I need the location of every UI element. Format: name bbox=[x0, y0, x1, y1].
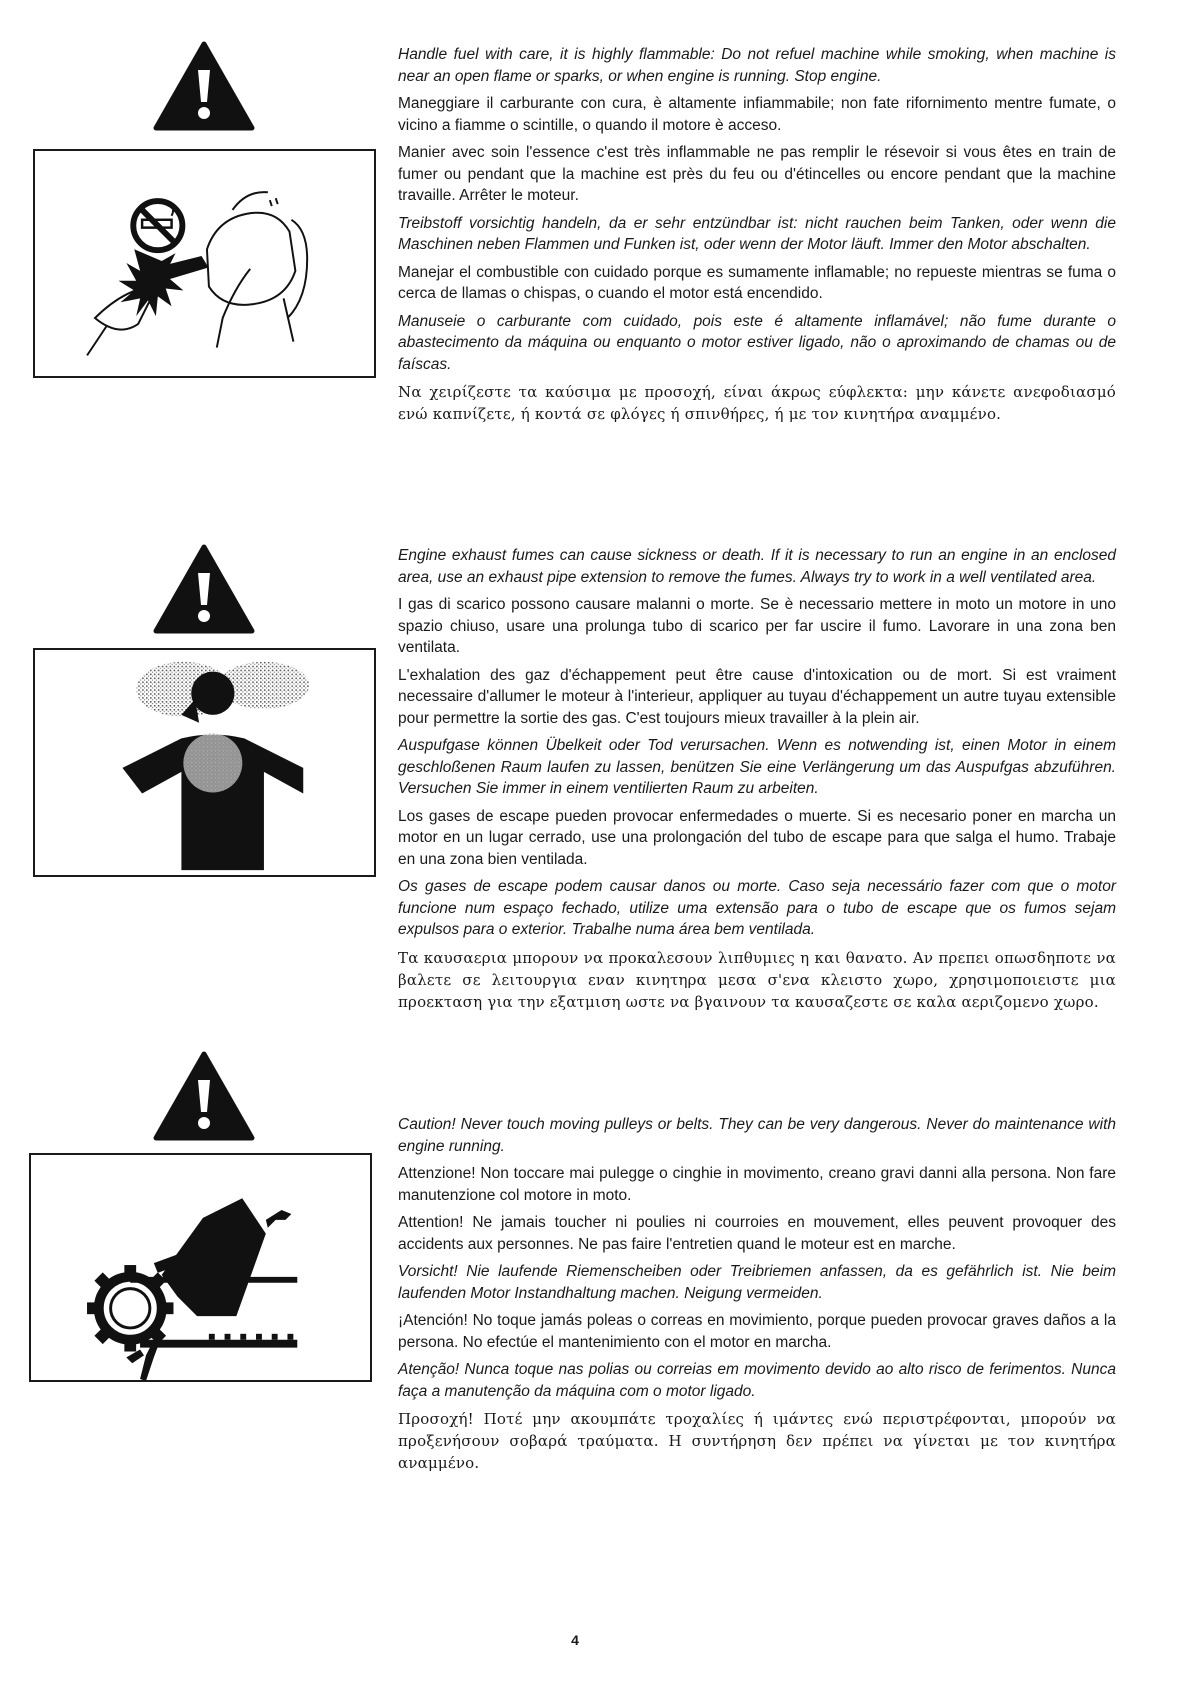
exhaust-warning-el: Τα καυσαερια μπορουν να προκαλεσουν λιπθυμιες η και θανατο. Αν πρεπει οπωσδηποτε να βαλετε σε λειτουργια εναν κινητηρα μεσα σ'ενα κλειστο χωρο, χρησιμοποιειστε μια προεκταση για την εξατμιση ωστε να βγαινουν τα καυσαζεστε σε καλα αεριζομενο χωρο. bbox=[398, 948, 1116, 1011]
belt-warning-pt: Atenção! Nunca toque nas polias ou correias em movimento devido ao alto risco de ferimentos. Nunca faça a manutenção da máquina com o motor ligado. bbox=[398, 1361, 1116, 1400]
page-number: 4 bbox=[571, 1632, 579, 1648]
exhaust-warning-de: Auspufgase können Übelkeit oder Tod verursachen. Wenn es notwending ist, einen Motor in einem geschloßenen Raum laufen zu lassen, benützen Sie eine Verlängerung um das Auspufgas abzuführen. Versuchen Sie immer in einem ventilierten Raum zu arbeiten. bbox=[398, 737, 1116, 797]
fuel-warning-it: Maneggiare il carburante con cura, è altamente infiammabile; non fate rifornimento mentre fumate, o vicino a fiamme o scintille, o quando il motore è acceso. bbox=[398, 95, 1116, 134]
belt-warning-de: Vorsicht! Nie laufende Riemenscheiben oder Treibriemen anfassen, da es gefährlich ist. Nie beim laufenden Motor Instandhaltung machen. Neigung vermeiden. bbox=[398, 1263, 1116, 1302]
moving-belt-illustration bbox=[29, 1153, 372, 1382]
belt-warning-en: Caution! Never touch moving pulleys or belts. They can be very dangerous. Never do maintenance with engine running. bbox=[398, 1116, 1116, 1155]
warning-triangle-icon bbox=[152, 543, 256, 635]
exhaust-warning-en: Engine exhaust fumes can cause sickness or death. If it is necessary to run an engine in an enclosed area, use an exhaust pipe extension to remove the fumes. Always try to work in a well ventilated area. bbox=[398, 547, 1116, 586]
exhaust-warning-it: I gas di scarico possono causare malanni o morte. Se è necessario mettere in moto un motore in uno spazio chiuso, usare una prolunga tubo di scarico per far uscire il fumo. Lavorare in una zona ben ventilata. bbox=[398, 596, 1116, 656]
refuel-hazard-illustration bbox=[33, 149, 376, 378]
exhaust-warning-text bbox=[398, 545, 1116, 1019]
belt-warning-el: Προσοχή! Ποτέ μην ακουμπάτε τροχαλίες ή ιμάντες ενώ περιστρέφονται, μπορούν να προξενήσουν σοβαρά τραύματα. Η συντήρηση δεν πρέπει να γίνεται με τον κινητήρα αναμμένο. bbox=[398, 1410, 1116, 1472]
exhaust-fumes-illustration bbox=[33, 648, 376, 877]
no-smoking-icon bbox=[133, 201, 182, 250]
belt-warning-text bbox=[398, 1114, 1116, 1480]
exhaust-warning-fr: L'exhalation des gaz d'échappement peut être cause d'intoxication ou de mort. Si est vraiment necessaire d'allumer le moteur à l'interieur, appliquer au tuyau d'échappement un autre tuyau extensible pour permettre la sortie des gas. C'est toujours mieux travailler à la plein air. bbox=[398, 666, 1116, 727]
fuel-warning-text bbox=[398, 44, 1116, 431]
warning-triangle-icon bbox=[152, 40, 256, 132]
fuel-warning-es: Manejar el combustible con cuidado porque es sumamente inflamable; no repueste mientras se fuma o cerca de llamas o chispas, o cuando el motor está encendido. bbox=[398, 263, 1116, 302]
belt-warning-it: Attenzione! Non toccare mai pulegge o cinghie in movimento, creano gravi danni alla persona. Non fare manutenzione col motore in moto. bbox=[398, 1165, 1116, 1204]
belt-warning-fr: Attention! Ne jamais toucher ni poulies ni courroies en mouvement, elles peuvent provoquer des accidents aux personnes. Ne pas faire l'entretien quand le moteur est en marche. bbox=[398, 1214, 1116, 1253]
warning-triangle-icon bbox=[152, 1050, 256, 1142]
fuel-warning-de: Treibstoff vorsichtig handeln, da er sehr entzündbar ist: nicht rauchen beim Tanken, oder wenn die Maschinen neben Flammen und Funken ist, oder wenn der Motor läuft. Immer den Motor abschalten. bbox=[398, 214, 1116, 253]
fuel-warning-pt: Manuseie o carburante com cuidado, pois este é altamente inflamável; não fume durante o abastecimento da máquina ou enquanto o motor estiver ligado, não o aproximando de chamas ou de faíscas. bbox=[398, 312, 1116, 373]
belt-warning-es: ¡Atención! No toque jamás poleas o correas en movimiento, porque pueden provocar graves daños a la persona. No efectúe el mantenimiento con el motor en marcha. bbox=[398, 1312, 1116, 1351]
exhaust-warning-pt: Os gases de escape podem causar danos ou morte. Caso seja necessário fazer com que o motor funcione num espaço fechado, utilize uma extensão para o tubo de escape que os fumos sejam expulsos para o exterior. Trabalhe numa área bem ventilada. bbox=[398, 878, 1116, 938]
fuel-warning-el: Να χειρίζεστε τα καύσιμα με προσοχή, είναι άκρως εύφλεκτα: μην κάνετε ανεφοδιασμό ενώ καπνίζετε, ή κοντά σε φλόγες ή σπινθήρες, ή με τον κινητήρα αναμμένο. bbox=[398, 383, 1116, 423]
flame-icon bbox=[119, 249, 186, 316]
fuel-warning-en: Handle fuel with care, it is highly flammable: Do not refuel machine while smoking, when machine is near an open flame or sparks, or when engine is running. Stop engine. bbox=[398, 46, 1116, 85]
fuel-warning-fr: Manier avec soin l'essence c'est très inflammable ne pas remplir le résevoir si vous êtes en train de fumer ou pendant que la machine est près du feu ou d'étincelles ou encore pendant que la machine travaille. Arrêter le moteur. bbox=[398, 144, 1116, 204]
exhaust-warning-es: Los gases de escape pueden provocar enfermedades o muerte. Si es necesario poner en marcha un motor en un lugar cerrado, use una prolongación del tubo de escape para que salga el humo. Trabaje en una zona bien ventilada. bbox=[398, 807, 1116, 868]
